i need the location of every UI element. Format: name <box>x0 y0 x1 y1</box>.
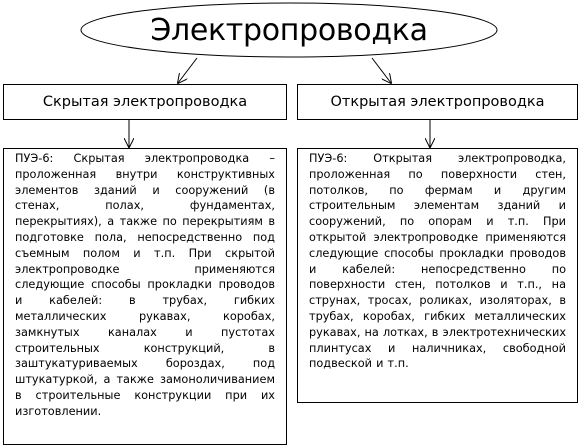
hidden-wiring-description: ПУЭ-6: Скрытая электропроводка – проложенная внутри конструктивных элементов зданий и сооружений (в стенах, полах, фундаментах, перекрытиях), а также по перекрытиям в подготовке пола, непосредственно под съемным полом и т.п. При скрытой электропроводке применяются следующие способы прокладки проводов и кабелей: в трубах, гибких металлических рукавах, коробах, замкнутых каналах и пустотах строительных конструкций, в заштукатуриваемых бороздах, под штукатуркой, а также замоноличиванием в строительные конструкции при их изготовлении. <box>15 152 275 418</box>
hidden-wiring-heading: Скрытая электропроводка <box>42 94 248 110</box>
arrow-root-to-left <box>178 58 197 83</box>
open-wiring-heading-box <box>297 84 578 120</box>
hidden-wiring-description-box <box>3 148 287 445</box>
open-wiring-description: ПУЭ-6: Открытая электропроводка, проложенная по поверхности стен, потолков, по фермам и другим строительным элементам зданий и сооружений, по опорам и т.п. При открытой электропроводке применяются следующие способы прокладки проводов и кабелей: непосредственно по поверхности стен, потолков и т.п., на струнах, тросах, роликах, изоляторах, в трубах, коробах, гибких металлических рукавах, на лотках, в электротехнических плинтусах и наличниках, свободной подвеской и т.п. <box>309 152 567 371</box>
root-title: Электропроводка <box>150 12 428 48</box>
arrow-root-to-right <box>372 58 391 83</box>
hidden-wiring-heading-box <box>3 84 287 120</box>
open-wiring-heading: Открытая электропроводка <box>330 94 545 110</box>
open-wiring-description-box <box>297 148 578 403</box>
